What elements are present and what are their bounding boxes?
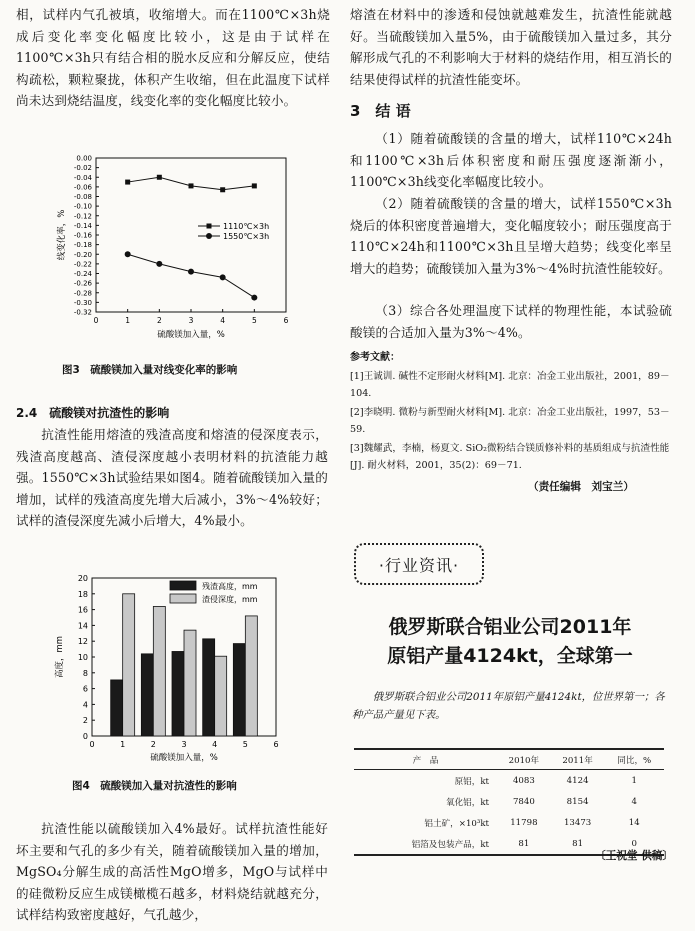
table-cell: 11798: [510, 817, 538, 828]
y-axis-label: 线变化率，%: [57, 209, 67, 261]
left-paragraph-3: 抗渣性能以硫酸镁加入4%最好。试样抗渣性能好坏主要和气孔的多少有关，随着硫酸镁加入量的增加，MgSO₄分解生成的高活性MgO增多，MgO与试样中的硅微粉反应生成镁橄榄石越多，材料烧结就越充分，试样结构致密度越好，气孔越少，: [16, 821, 328, 923]
bar: [172, 651, 184, 736]
y-tick-label: 2: [82, 716, 88, 726]
table-cell: 原铝，kt: [454, 776, 490, 787]
y-tick-label: -0.24: [73, 270, 92, 278]
data-point: [125, 180, 130, 185]
table-cell: 4: [631, 796, 637, 807]
fig3-caption: 图3 硫酸镁加入量对线变化率的影响: [62, 364, 238, 376]
x-tick-label: 0: [93, 316, 99, 325]
x-tick-label: 2: [150, 740, 156, 749]
y-tick-label: 6: [82, 684, 88, 694]
y-tick-label: 10: [77, 653, 88, 662]
y-tick-label: -0.12: [73, 212, 92, 221]
fig4-caption: 图4 硫酸镁加入量对抗渣性的影响: [72, 780, 237, 792]
news-headline-line-2: 原铝产量4124kt，全球第一: [387, 645, 633, 667]
y-tick-label: 12: [77, 637, 88, 647]
x-tick-label: 1: [125, 316, 131, 325]
reference-2: [2]李晓明. 微粉与新型耐火材料[M]. 北京：冶金工业出版社，1997，53－59.: [350, 407, 670, 435]
bar: [111, 680, 123, 736]
bar: [245, 616, 257, 736]
data-point: [220, 187, 225, 192]
table-row: [354, 812, 664, 833]
legend-marker: [207, 224, 212, 229]
right-paragraph-1: 熔渣在材料中的渗透和侵蚀就越难发生，抗渣性能就越好。当硫酸镁加入量5%，由于硫酸镁加入量过多，其分解形成气孔的不利影响大于材料的烧结作用，相互消长的结果使得试样的抗渣性能变坏。: [350, 7, 672, 87]
y-tick-label: 4: [82, 700, 88, 710]
x-tick-label: 5: [242, 740, 248, 749]
y-tick-label: -0.08: [73, 193, 92, 201]
table-cell: 4124: [566, 775, 589, 786]
x-tick-label: 2: [156, 316, 162, 325]
data-point: [251, 295, 257, 301]
bar: [233, 644, 245, 736]
table-cell: 13473: [563, 817, 592, 828]
y-tick-label: -0.28: [73, 289, 92, 298]
legend-label: 1550℃×3h: [223, 232, 270, 241]
x-tick-label: 0: [89, 740, 95, 749]
legend-label: 渣侵深度，mm: [202, 595, 258, 604]
conclusion-2: （2）随着硫酸镁的含量的增大，试样1550℃×3h烧后的体积密度普遍增大，变化幅度较小；耐压强度高于110℃×24h和1100℃×3h且呈增大趋势；线变化率呈增大的趋势；硫酸镁加入量为3%～4%时抗渣性能较好。: [350, 196, 672, 276]
references-title: 参考文献：: [350, 352, 400, 363]
table-cell: 81: [551, 833, 605, 855]
legend-label: 残渣高度，mm: [202, 582, 258, 591]
data-point: [189, 183, 194, 188]
table-header-2010: 2010年: [497, 749, 551, 770]
table-row: [354, 791, 664, 812]
y-tick-label: -0.30: [73, 298, 92, 307]
table-header-product: 产 品: [354, 749, 497, 770]
y-tick-label: 0: [82, 732, 88, 741]
legend-swatch: [170, 594, 196, 603]
y-axis-label: 高度，mm: [55, 635, 65, 679]
x-tick-label: 3: [188, 316, 194, 325]
reference-3: [3]魏耀武，李楠，杨夏文. SiO₂微粉结合镁质修补料的基质组成与抗渣性能[J]. 耐火材料，2001，35(2)：69－71.: [350, 443, 670, 471]
fig3-line-chart: [10, 150, 340, 350]
reference-1: [1]王诚训. 碱性不定形耐火材料[M]. 北京：冶金工业出版社，2001，89－104.: [350, 371, 670, 399]
y-tick-label: -0.20: [73, 250, 92, 259]
x-axis-label: 硫酸镁加入量，%: [150, 753, 218, 763]
table-cell: 0: [604, 833, 664, 855]
table-header-row: [354, 749, 664, 770]
fig4-bar-chart: [40, 570, 340, 770]
section-2-4-heading: 2.4 硫酸镁对抗渣性的影响: [16, 406, 170, 420]
x-tick-label: 5: [251, 316, 257, 325]
section-3-heading: 3 结 语: [350, 102, 411, 120]
legend-marker: [206, 233, 212, 239]
y-tick-label: -0.16: [73, 231, 92, 240]
conclusion-3: （3）综合各处理温度下试样的物理性能，本试验硫酸镁的合适加入量为3%～4%。: [350, 303, 672, 340]
y-tick-label: 20: [77, 574, 88, 583]
left-paragraph-1: 相，试样内气孔被填，收缩增大。而在1100℃×3h烧成后变化率变化幅度比较小，这是由于试样在1100℃×3h只有结合相的脱水反应和分解反应，使结构疏松，颗粒聚拢，体积产生收缩，但在此温度下试样尚未达到烧结温度，线变化率的变化幅度比较小。: [16, 7, 330, 109]
data-point: [156, 261, 162, 267]
y-tick-label: -0.18: [73, 241, 92, 250]
bar: [203, 639, 215, 736]
y-tick-label: -0.26: [73, 279, 92, 288]
y-tick-label: 14: [77, 621, 88, 631]
bar: [215, 656, 227, 736]
legend-swatch: [170, 581, 196, 590]
y-tick-label: 16: [77, 605, 88, 615]
news-credit: 〔王祝堂 供稿〕: [595, 850, 673, 862]
bar: [123, 594, 135, 736]
x-tick-label: 1: [120, 740, 126, 749]
data-point: [188, 269, 194, 275]
news-headline-line-1: 俄罗斯联合铝业公司2011年: [388, 616, 632, 638]
responsible-editor: （责任编辑 刘宝兰）: [528, 481, 634, 493]
table-cell: 铝箔及包装产品，kt: [354, 833, 497, 855]
table-cell: 81: [497, 833, 551, 855]
y-tick-label: 8: [82, 668, 88, 678]
table-cell: 氧化铝，kt: [445, 797, 490, 808]
x-tick-label: 4: [212, 740, 218, 749]
data-point: [125, 251, 131, 257]
x-tick-label: 4: [220, 316, 226, 325]
conclusion-1: （1）随着硫酸镁的含量的增大，试样110℃×24h和1100℃×3h后体积密度和耐压强度逐渐渐小，1100℃×3h线变化率幅度比较小。: [350, 131, 672, 190]
x-tick-label: 3: [181, 740, 187, 749]
y-tick-label: -0.14: [73, 221, 92, 230]
table-cell: 1: [631, 775, 637, 786]
y-tick-label: 18: [77, 589, 88, 599]
x-axis-label: 硫酸镁加入量，%: [157, 330, 225, 340]
y-tick-label: 0.00: [76, 154, 92, 163]
table-row: [354, 770, 664, 792]
y-tick-label: -0.10: [73, 202, 92, 211]
table-cell: 4083: [512, 775, 535, 786]
table-cell: 铝土矿，×10³kt: [424, 818, 490, 829]
x-tick-label: 6: [273, 740, 279, 749]
table-header-2011: 2011年: [551, 749, 605, 770]
bar: [184, 630, 196, 736]
industry-news-label: ·行业资讯·: [354, 543, 484, 585]
bar: [141, 654, 153, 736]
legend-label: 1110℃×3h: [223, 222, 270, 231]
table-cell: 8154: [566, 796, 589, 807]
y-tick-label: -0.32: [73, 308, 92, 317]
series-line: [128, 254, 255, 297]
x-tick-label: 6: [283, 316, 289, 325]
y-tick-label: -0.22: [73, 260, 92, 269]
data-point: [157, 175, 162, 180]
y-tick-label: -0.02: [73, 164, 92, 173]
production-table: [354, 748, 664, 856]
data-point: [220, 274, 226, 280]
y-tick-label: -0.06: [73, 183, 92, 192]
left-paragraph-2: 抗渣性能用熔渣的残渣高度和熔渣的侵深度表示，残渣高度越高、渣侵深度越小表明材料的抗渣能力越强。1550℃×3h试验结果如图4。随着硫酸镁加入量的增加，试样的残渣高度先增大后减小，3%～4%较好；试样的渣侵深度先减小后增大，4%最小。: [16, 427, 328, 529]
table-cell: 14: [628, 817, 640, 828]
table-header-yoy: 同比，%: [604, 749, 664, 770]
news-lead: 俄罗斯联合铝业公司2011年原铝产量4124kt，位世界第一；各种产品产量见下表。: [352, 691, 665, 721]
data-point: [252, 183, 257, 188]
bar: [153, 606, 165, 736]
y-tick-label: -0.04: [73, 173, 92, 182]
table-cell: 7840: [512, 796, 535, 807]
